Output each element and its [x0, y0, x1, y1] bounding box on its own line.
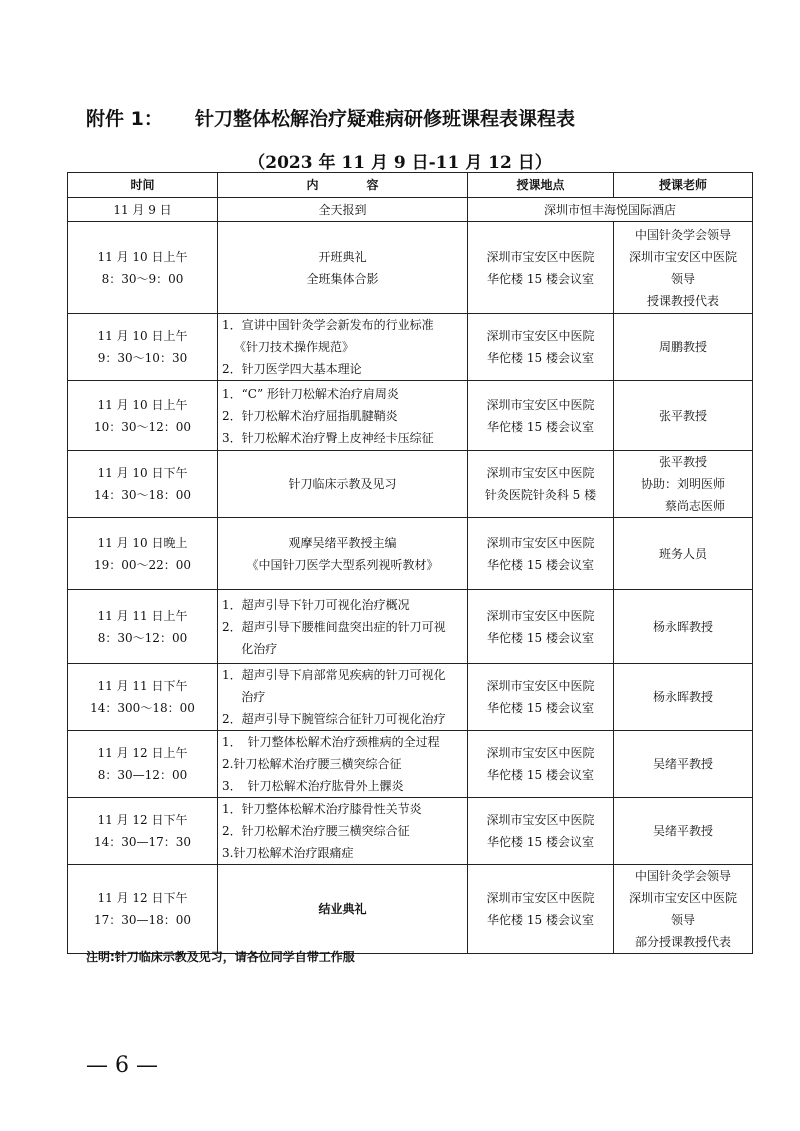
content-cell: 1．超声引导下针刀可视化治疗概况 2．超声引导下腰椎间盘突出症的针刀可视 化治疗 — [218, 590, 468, 664]
page-number: — 6 — — [86, 1053, 158, 1078]
location-cell: 深圳市宝安区中医院 华佗楼 15 楼会议室 — [468, 664, 614, 731]
content-cell: 1．宣讲中国针灸学会新发布的行业标准 《针刀技术操作规范》 2．针刀医学四大基本理论 — [218, 314, 468, 381]
table-row — [68, 381, 753, 451]
table-row — [68, 798, 753, 865]
time-cell: 11 月 9 日 — [68, 198, 218, 222]
teacher-cell: 张平教授 协助：刘明医师 蔡尚志医师 — [614, 451, 753, 518]
time-cell: 11 月 12 日上午 8：30—12：00 — [68, 731, 218, 798]
teacher-cell: 张平教授 — [614, 381, 753, 451]
time-cell: 11 月 10 日上午 10：30～12：00 — [68, 381, 218, 451]
time-cell: 11 月 10 日上午 8：30～9：00 — [68, 222, 218, 314]
table-row — [68, 865, 753, 954]
content-cell: 结业典礼 — [218, 865, 468, 954]
location-cell: 深圳市恒丰海悦国际酒店 — [468, 198, 753, 222]
header-content: 内 容 — [218, 173, 468, 198]
location-cell: 深圳市宝安区中医院 华佗楼 15 楼会议室 — [468, 590, 614, 664]
location-cell: 深圳市宝安区中医院 华佗楼 15 楼会议室 — [468, 865, 614, 954]
table-row — [68, 664, 753, 731]
teacher-cell: 中国针灸学会领导 深圳市宝安区中医院 领导 部分授课教授代表 — [614, 865, 753, 954]
attachment-label: 附件 1： — [86, 108, 163, 130]
table-row — [68, 451, 753, 518]
location-cell: 深圳市宝安区中医院 华佗楼 15 楼会议室 — [468, 314, 614, 381]
header-teacher: 授课老师 — [614, 173, 753, 198]
teacher-cell: 周鹏教授 — [614, 314, 753, 381]
table-row — [68, 222, 753, 314]
location-cell: 深圳市宝安区中医院 华佗楼 15 楼会议室 — [468, 222, 614, 314]
teacher-cell: 杨永晖教授 — [614, 664, 753, 731]
content-cell: 1．超声引导下肩部常见疾病的针刀可视化 治疗 2．超声引导下腕管综合征针刀可视化治疗 — [218, 664, 468, 731]
header-location: 授课地点 — [468, 173, 614, 198]
table-row — [68, 731, 753, 798]
header-row — [68, 173, 753, 198]
time-cell: 11 月 12 日下午 17：30—18：00 — [68, 865, 218, 954]
time-cell: 11 月 10 日下午 14：30～18：00 — [68, 451, 218, 518]
location-cell: 深圳市宝安区中医院 针灸医院针灸科 5 楼 — [468, 451, 614, 518]
content-cell: 1．“C” 形针刀松解术治疗肩周炎 2．针刀松解术治疗屈指肌腱鞘炎 3．针刀松解术治疗臀上皮神经卡压综征 — [218, 381, 468, 451]
content-cell: 1． 针刀整体松解术治疗颈椎病的全过程 2.针刀松解术治疗腰三横突综合征 3． 针刀松解术治疗肱骨外上髁炎 — [218, 731, 468, 798]
content-cell: 针刀临床示教及见习 — [218, 451, 468, 518]
date-range: （2023 年 11 月 9 日-11 月 12 日） — [248, 153, 552, 173]
time-cell: 11 月 10 日晚上 19：00～22：00 — [68, 518, 218, 590]
location-cell: 深圳市宝安区中医院 华佗楼 15 楼会议室 — [468, 798, 614, 865]
time-cell: 11 月 11 日下午 14：300～18：00 — [68, 664, 218, 731]
content-cell: 观摩吴绪平教授主编 《中国针刀医学大型系列视听教材》 — [218, 518, 468, 590]
schedule-table — [67, 172, 753, 954]
teacher-cell: 杨永晖教授 — [614, 590, 753, 664]
teacher-cell: 吴绪平教授 — [614, 731, 753, 798]
teacher-cell: 中国针灸学会领导 深圳市宝安区中医院 领导 授课教授代表 — [614, 222, 753, 314]
location-cell: 深圳市宝安区中医院 华佗楼 15 楼会议室 — [468, 381, 614, 451]
table-row — [68, 198, 753, 222]
teacher-cell: 班务人员 — [614, 518, 753, 590]
content-cell: 开班典礼 全班集体合影 — [218, 222, 468, 314]
table-row — [68, 590, 753, 664]
table-row — [68, 314, 753, 381]
time-cell: 11 月 10 日上午 9：30～10：30 — [68, 314, 218, 381]
content-cell: 全天报到 — [218, 198, 468, 222]
teacher-cell: 吴绪平教授 — [614, 798, 753, 865]
time-cell: 11 月 12 日下午 14：30—17：30 — [68, 798, 218, 865]
footnote: 注明:针刀临床示教及见习，请各位同学自带工作服 — [86, 950, 355, 964]
location-cell: 深圳市宝安区中医院 华佗楼 15 楼会议室 — [468, 518, 614, 590]
page-title: 针刀整体松解治疗疑难病研修班课程表课程表 — [195, 108, 576, 130]
header-time: 时间 — [68, 173, 218, 198]
location-cell: 深圳市宝安区中医院 华佗楼 15 楼会议室 — [468, 731, 614, 798]
content-cell: 1．针刀整体松解术治疗膝骨性关节炎 2．针刀松解术治疗腰三横突综合征 3.针刀松解术治疗跟痛症 — [218, 798, 468, 865]
time-cell: 11 月 11 日上午 8：30～12：00 — [68, 590, 218, 664]
table-row — [68, 518, 753, 590]
